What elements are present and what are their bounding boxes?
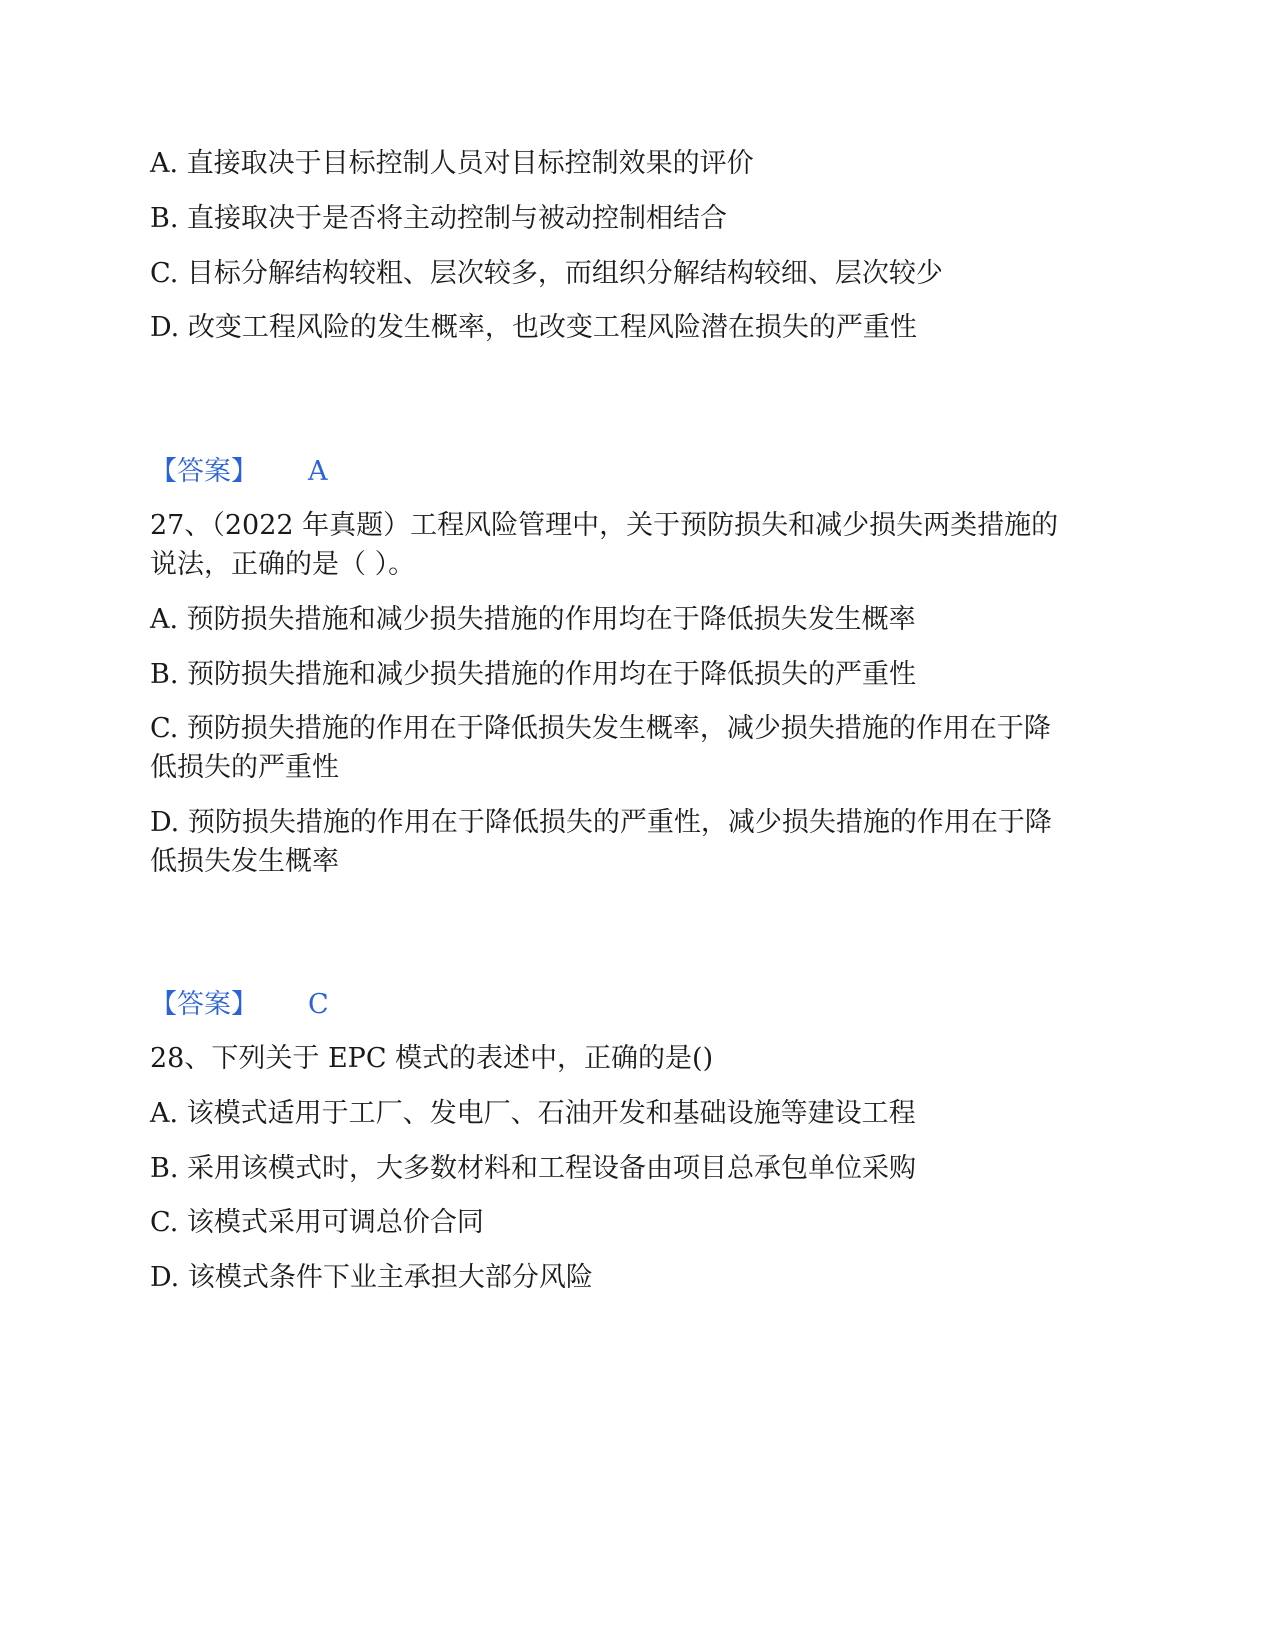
- q26-option-a: A. 直接取决于目标控制人员对目标控制效果的评价: [150, 148, 754, 179]
- q26-option-d: D. 改变工程风险的发生概率，也改变工程风险潜在损失的严重性: [150, 312, 917, 343]
- q28-option-c: C. 该模式采用可调总价合同: [150, 1207, 484, 1238]
- answer-value: C: [308, 989, 329, 1020]
- q26-answer: [150, 452, 328, 492]
- q27-stem-line1: 27、（2022 年真题）工程风险管理中，关于预防损失和减少损失两类措施的: [150, 510, 1059, 541]
- answer-value: A: [308, 456, 328, 487]
- q27-stem-line2: 说法，正确的是（ ）。: [150, 549, 416, 580]
- q26-option-c: C. 目标分解结构较粗、层次较多，而组织分解结构较细、层次较少: [150, 258, 943, 289]
- q27-option-c-line2: 低损失的严重性: [150, 752, 339, 783]
- q27-option-b: B. 预防损失措施和减少损失措施的作用均在于降低损失的严重性: [150, 659, 917, 690]
- answer-label: 【答案】: [150, 456, 258, 487]
- answer-label: 【答案】: [150, 989, 258, 1020]
- q28-option-a: A. 该模式适用于工厂、发电厂、石油开发和基础设施等建设工程: [150, 1098, 916, 1129]
- q26-option-b: B. 直接取决于是否将主动控制与被动控制相结合: [150, 203, 728, 234]
- q27-option-c-line1: C. 预防损失措施的作用在于降低损失发生概率，减少损失措施的作用在于降: [150, 713, 1051, 744]
- q27-option-d-line1: D. 预防损失措施的作用在于降低损失的严重性，减少损失措施的作用在于降: [150, 807, 1052, 838]
- q28-stem: 28、下列关于 EPC 模式的表述中，正确的是(): [150, 1043, 714, 1074]
- q28-option-b: B. 采用该模式时，大多数材料和工程设备由项目总承包单位采购: [150, 1153, 917, 1184]
- q28-option-d: D. 该模式条件下业主承担大部分风险: [150, 1262, 593, 1293]
- q27-option-d-line2: 低损失发生概率: [150, 846, 339, 877]
- q27-answer: [150, 985, 329, 1025]
- q27-option-a: A. 预防损失措施和减少损失措施的作用均在于降低损失发生概率: [150, 604, 916, 635]
